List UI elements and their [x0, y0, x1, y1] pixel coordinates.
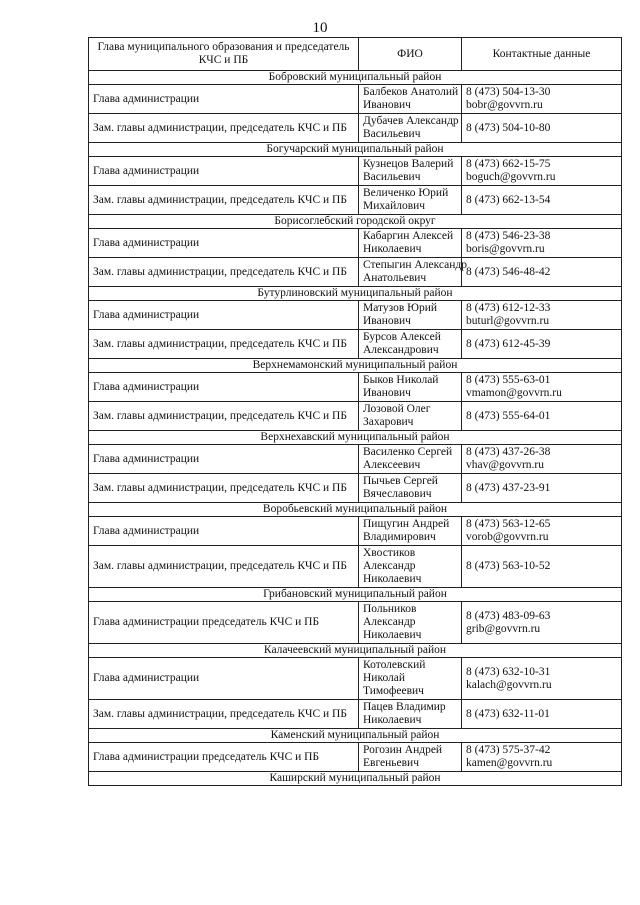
table-row — [89, 474, 622, 503]
phone-text: 8 (473) 632-11-01 — [466, 707, 550, 720]
email-text: kamen@govvrn.ru — [466, 757, 553, 769]
contact-cell — [462, 474, 622, 503]
contact-cell — [462, 546, 622, 588]
header-contact: Контактные данные — [462, 38, 622, 71]
fio-line: Матузов Юрий — [363, 302, 438, 314]
role-cell: Глава администрации — [89, 85, 359, 114]
contact-cell — [462, 517, 622, 546]
district-name: Каширский муниципальный район — [89, 772, 622, 786]
table-row — [89, 658, 622, 700]
district-name: Борисоглебский городской округ — [89, 215, 622, 229]
table-row — [89, 445, 622, 474]
role-cell: Зам. главы администрации, председатель КЧС и ПБ — [89, 330, 359, 359]
header-fio: ФИО — [359, 38, 462, 71]
role-cell: Зам. главы администрации, председатель КЧС и ПБ — [89, 114, 359, 143]
role-cell: Зам. главы администрации, председатель КЧС и ПБ — [89, 546, 359, 588]
fio-line: Кабаргин Алексей — [363, 230, 454, 242]
phone-text: 8 (473) 612-12-33 — [466, 302, 551, 314]
district-name: Верхнехавский муниципальный район — [89, 431, 622, 445]
phone-text: 8 (473) 563-10-52 — [466, 560, 551, 572]
fio-line: Балбеков Анатолий — [363, 86, 459, 98]
fio-line: Бурсов Алексей — [363, 331, 441, 343]
table-row — [89, 602, 622, 644]
role-cell: Глава администрации председатель КЧС и ПБ — [89, 743, 359, 772]
fio-line: Анатольевич — [363, 272, 427, 284]
fio-line: Пацев Владимир — [363, 701, 446, 713]
fio-line: Иванович — [363, 315, 411, 327]
page-number: 10 — [312, 20, 328, 36]
fio-line: Василенко Сергей — [363, 446, 453, 458]
fio-cell — [359, 114, 462, 143]
phone-text: 8 (473) 662-13-54 — [466, 193, 551, 206]
district-header-row — [89, 729, 622, 743]
table-row — [89, 546, 622, 588]
phone-text: 8 (473) 563-12-65 — [466, 518, 551, 530]
contact-cell — [462, 157, 622, 186]
contact-cell — [462, 402, 622, 431]
table-row — [89, 402, 622, 431]
fio-cell — [359, 546, 462, 588]
phone-text: 8 (473) 546-23-38 — [466, 230, 551, 242]
table-row — [89, 114, 622, 143]
role-cell: Зам. главы администрации, председатель КЧС и ПБ — [89, 474, 359, 503]
phone-text: 8 (473) 437-26-38 — [466, 446, 551, 458]
table-row — [89, 258, 622, 287]
table-header-row — [89, 38, 622, 71]
table-row — [89, 330, 622, 359]
role-cell: Зам. главы администрации, председатель КЧС и ПБ — [89, 402, 359, 431]
phone-text: 8 (473) 483-09-63 — [466, 609, 551, 622]
role-cell: Зам. главы администрации, председатель КЧС и ПБ — [89, 186, 359, 215]
fio-line: Алексеевич — [363, 459, 421, 471]
fio-line: Рогозин Андрей — [363, 744, 443, 756]
table-row — [89, 229, 622, 258]
fio-line: Тимофеевич — [363, 685, 424, 697]
contact-cell — [462, 658, 622, 700]
email-text: boris@govvrn.ru — [466, 243, 545, 255]
contact-cell — [462, 186, 622, 215]
fio-line: Николай — [363, 672, 406, 684]
fio-cell — [359, 186, 462, 215]
phone-text: 8 (473) 632-10-31 — [466, 665, 551, 678]
table-row — [89, 186, 622, 215]
fio-line: Николаевич — [363, 573, 422, 585]
fio-cell — [359, 517, 462, 546]
fio-cell — [359, 258, 467, 287]
phone-text: 8 (473) 546-48-42 — [466, 265, 551, 278]
contact-cell — [462, 602, 622, 644]
district-header-row — [89, 431, 622, 445]
table-row — [89, 85, 622, 114]
contact-cell — [462, 301, 622, 330]
fio-line: Владимирович — [363, 531, 436, 543]
email-text: vhav@govvrn.ru — [466, 459, 544, 471]
phone-text: 8 (473) 662-15-75 — [466, 158, 551, 170]
fio-line: Васильевич — [363, 128, 421, 140]
fio-cell — [359, 402, 462, 431]
fio-line: Александр — [363, 560, 416, 572]
fio-cell — [359, 743, 462, 772]
fio-line: Николаевич — [363, 714, 422, 726]
fio-line: Величенко Юрий — [363, 187, 449, 199]
phone-text: 8 (473) 555-64-01 — [466, 409, 551, 422]
district-name: Калачеевский муниципальный район — [89, 644, 622, 658]
district-header-row — [89, 644, 622, 658]
contact-cell — [462, 258, 622, 287]
role-cell: Глава администрации — [89, 301, 359, 330]
phone-text: 8 (473) 504-13-30 — [466, 86, 551, 98]
contact-cell — [462, 229, 622, 258]
table-row — [89, 517, 622, 546]
phone-text: 8 (473) 504-10-80 — [466, 121, 551, 134]
district-name: Верхнемамонский муниципальный район — [89, 359, 622, 373]
email-text: boguch@govvrn.ru — [466, 171, 556, 183]
fio-line: Польников — [363, 603, 417, 615]
contact-cell — [462, 743, 622, 772]
fio-line: Александрович — [363, 344, 439, 356]
district-name: Воробьевский муниципальный район — [89, 503, 622, 517]
role-cell: Зам. главы администрации, председатель КЧС и ПБ — [89, 258, 359, 287]
district-header-row — [89, 143, 622, 157]
table-row — [89, 373, 622, 402]
fio-cell — [359, 373, 462, 402]
email-text: grib@govvrn.ru — [466, 622, 541, 635]
contact-cell — [462, 373, 622, 402]
role-cell: Глава администрации — [89, 658, 359, 700]
email-text: vorob@govvrn.ru — [466, 531, 549, 543]
phone-text: 8 (473) 437-23-91 — [466, 481, 551, 494]
table-body — [89, 71, 622, 786]
fio-cell — [359, 330, 462, 359]
fio-cell — [359, 157, 462, 186]
fio-line: Николаевич — [363, 243, 422, 255]
fio-line: Иванович — [363, 387, 411, 399]
email-text: buturl@govvrn.ru — [466, 315, 550, 327]
phone-text: 8 (473) 555-63-01 — [466, 374, 551, 386]
fio-cell — [359, 85, 462, 114]
table-row — [89, 157, 622, 186]
fio-line: Быков Николай — [363, 374, 439, 386]
district-header-row — [89, 215, 622, 229]
district-name: Богучарский муниципальный район — [89, 143, 622, 157]
contact-cell — [462, 700, 622, 729]
role-cell: Глава администрации — [89, 373, 359, 402]
contact-cell — [462, 85, 622, 114]
district-header-row — [89, 588, 622, 602]
phone-text: 8 (473) 575-37-42 — [466, 744, 551, 756]
contact-cell — [462, 445, 622, 474]
district-header-row — [89, 71, 622, 85]
table-row — [89, 700, 622, 729]
fio-cell — [359, 602, 462, 644]
role-cell: Глава администрации председатель КЧС и ПБ — [89, 602, 359, 644]
fio-line: Лозовой Олег — [363, 403, 431, 415]
fio-line: Дубачев Александр — [363, 115, 459, 127]
fio-line: Степыгин Александр — [363, 259, 467, 271]
district-name: Каменский муниципальный район — [89, 729, 622, 743]
district-name: Бобровский муниципальный район — [89, 71, 622, 85]
fio-line: Евгеньевич — [363, 757, 419, 769]
fio-line: Николаевич — [363, 629, 422, 641]
email-text: kalach@govvrn.ru — [466, 678, 552, 691]
fio-line: Захарович — [363, 416, 414, 428]
fio-line: Иванович — [363, 99, 411, 111]
contact-cell — [462, 114, 622, 143]
fio-line: Михайлович — [363, 200, 426, 212]
role-cell: Глава администрации — [89, 157, 359, 186]
fio-line: Хвостиков — [363, 547, 416, 559]
fio-line: Вячеславович — [363, 488, 432, 500]
fio-line: Васильевич — [363, 171, 421, 183]
district-header-row — [89, 287, 622, 301]
table-row — [89, 301, 622, 330]
contact-cell — [462, 330, 622, 359]
fio-line: Кузнецов Валерий — [363, 158, 454, 170]
header-role: Глава муниципального образования и председатель КЧС и ПБ — [89, 38, 359, 71]
district-name: Бутурлиновский муниципальный район — [89, 287, 622, 301]
email-text: bobr@govvrn.ru — [466, 99, 543, 111]
district-header-row — [89, 359, 622, 373]
email-text: vmamon@govvrn.ru — [466, 387, 562, 399]
fio-cell — [359, 474, 462, 503]
district-header-row — [89, 772, 622, 786]
fio-line: Пычьев Сергей — [363, 475, 438, 487]
role-cell: Глава администрации — [89, 517, 359, 546]
table-row — [89, 743, 622, 772]
role-cell: Зам. главы администрации, председатель КЧС и ПБ — [89, 700, 359, 729]
fio-cell — [359, 658, 462, 700]
district-header-row — [89, 503, 622, 517]
fio-line: Пищугин Андрей — [363, 518, 450, 530]
role-cell: Глава администрации — [89, 229, 359, 258]
phone-text: 8 (473) 612-45-39 — [466, 337, 551, 350]
role-cell: Глава администрации — [89, 445, 359, 474]
fio-cell — [359, 301, 462, 330]
district-name: Грибановский муниципальный район — [89, 588, 622, 602]
fio-cell — [359, 445, 462, 474]
fio-cell — [359, 229, 462, 258]
contacts-table — [88, 37, 622, 786]
fio-line: Котолевский — [363, 659, 426, 671]
fio-cell — [359, 700, 462, 729]
fio-line: Александр — [363, 616, 416, 628]
